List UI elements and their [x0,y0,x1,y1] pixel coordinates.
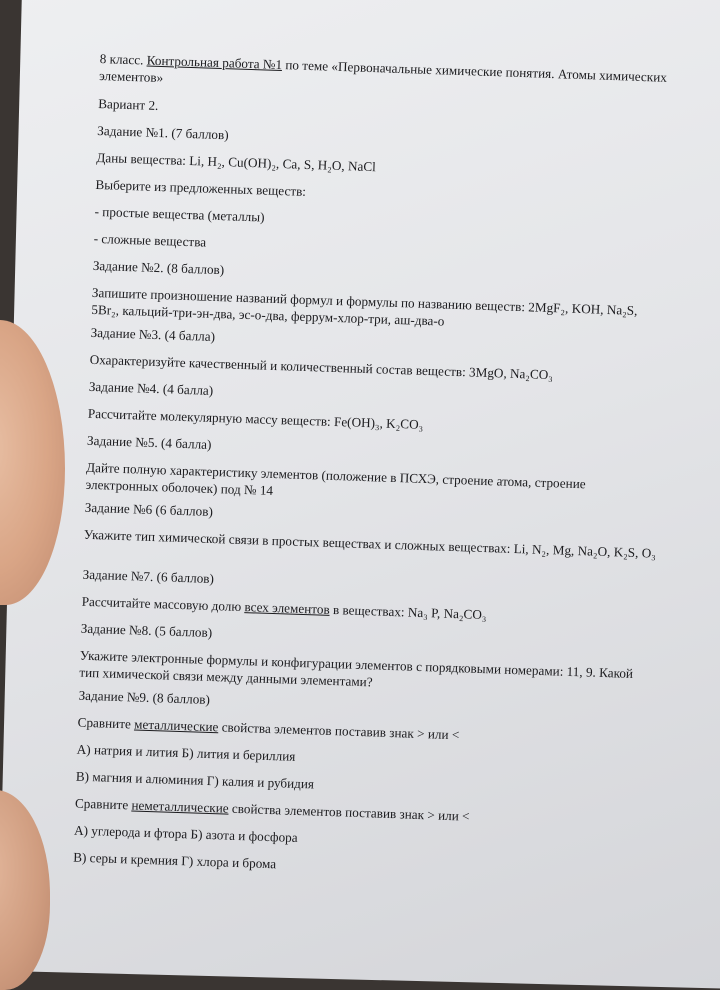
task-5-text: Дайте полную характеристику элементов (положение в ПСХЭ, строение атома, строение электронных оболочек) под № 14 [85,459,586,498]
work-title: Контрольная работа №1 [146,52,283,73]
task-2-text: Запишите произношение названий формул и формулы по названию веществ: 2MgF₂, KOH, Na₂S, 5Br₂, кальций-три-эн-два, эс-о-два, феррум-хлор-три, аш-два-о [91,284,638,329]
task-9-q2-start: Сравните [74,795,129,813]
task-5-title: Задание №5. (4 балла) [86,432,212,452]
task-9-title: Задание №9. (8 баллов) [78,687,211,707]
task-8-title: Задание №8. (5 баллов) [80,620,213,641]
grade: 8 класс. [99,50,144,68]
task-9-q2-row-b: В) серы и кремния Г) хлора и брома [72,849,277,872]
task-1-choose: Выберите из предложенных веществ: [95,176,307,199]
task-3-title: Задание №3. (4 балла) [90,324,216,344]
task-8-text: Укажите электронные формулы и конфигурации элементов с порядковыми номерами: 11, 9. Какой тип химической связи между данными элементами? [79,647,634,690]
task-4-text: Рассчитайте молекулярную массу веществ: Fe(OH)₃, K₂CO₃ [87,405,424,432]
task-9-q1-row-a: А) натрия и лития Б) лития и бериллия [76,741,296,764]
task-4-title: Задание №4. (4 балла) [88,378,214,398]
task-6-title: Задание №6 (6 баллов) [84,499,214,519]
task-9-q2-end: свойства элементов поставив знак > или < [231,800,470,824]
task-9-q1-start: Сравните [77,714,132,732]
task-9-q1-end: свойства элементов поставив знак > или < [221,719,460,743]
task-6-text: Укажите тип химической связи в простых веществах и сложных веществах: Li, N₂, Mg, Na₂O, K₂S, O₃ [83,526,657,561]
variant: Вариант 2. [97,95,159,113]
task-9-q1-underlined: металлические [133,716,219,735]
task-7-text-start: Рассчитайте массовую долю [81,593,242,614]
task-2-title: Задание №2. (8 баллов) [92,257,225,278]
task-1-simple: - простые вещества (металлы) [94,203,265,225]
task-9-q2-row-a: А) углерода и фтора Б) азота и фосфора [73,822,298,845]
task-9-q2-underlined: неметаллические [131,797,229,816]
task-7-text-underlined: всех элементов [244,599,330,617]
task-7-text-end: в веществах: Na₃ P, Na₂CO₃ [332,602,487,623]
task-1-given: Даны вещества: Li, H₂, Cu(OH)₂, Ca, S, H₂O, NaCl [96,149,377,175]
task-1-title: Задание №1. (7 баллов) [97,122,229,143]
task-1-complex: - сложные вещества [93,230,207,250]
task-7-title: Задание №7. (6 баллов) [82,566,215,587]
work-topic: по теме «Первоначальные химические понятия. Атомы химических элементов» [98,57,668,86]
task-9-q1-row-b: В) магния и алюминия Г) калия и рубидия [75,768,315,792]
task-3-text: Охарактеризуйте качественный и количественный состав веществ: 3MgO, Na₂CO₃ [89,351,554,383]
